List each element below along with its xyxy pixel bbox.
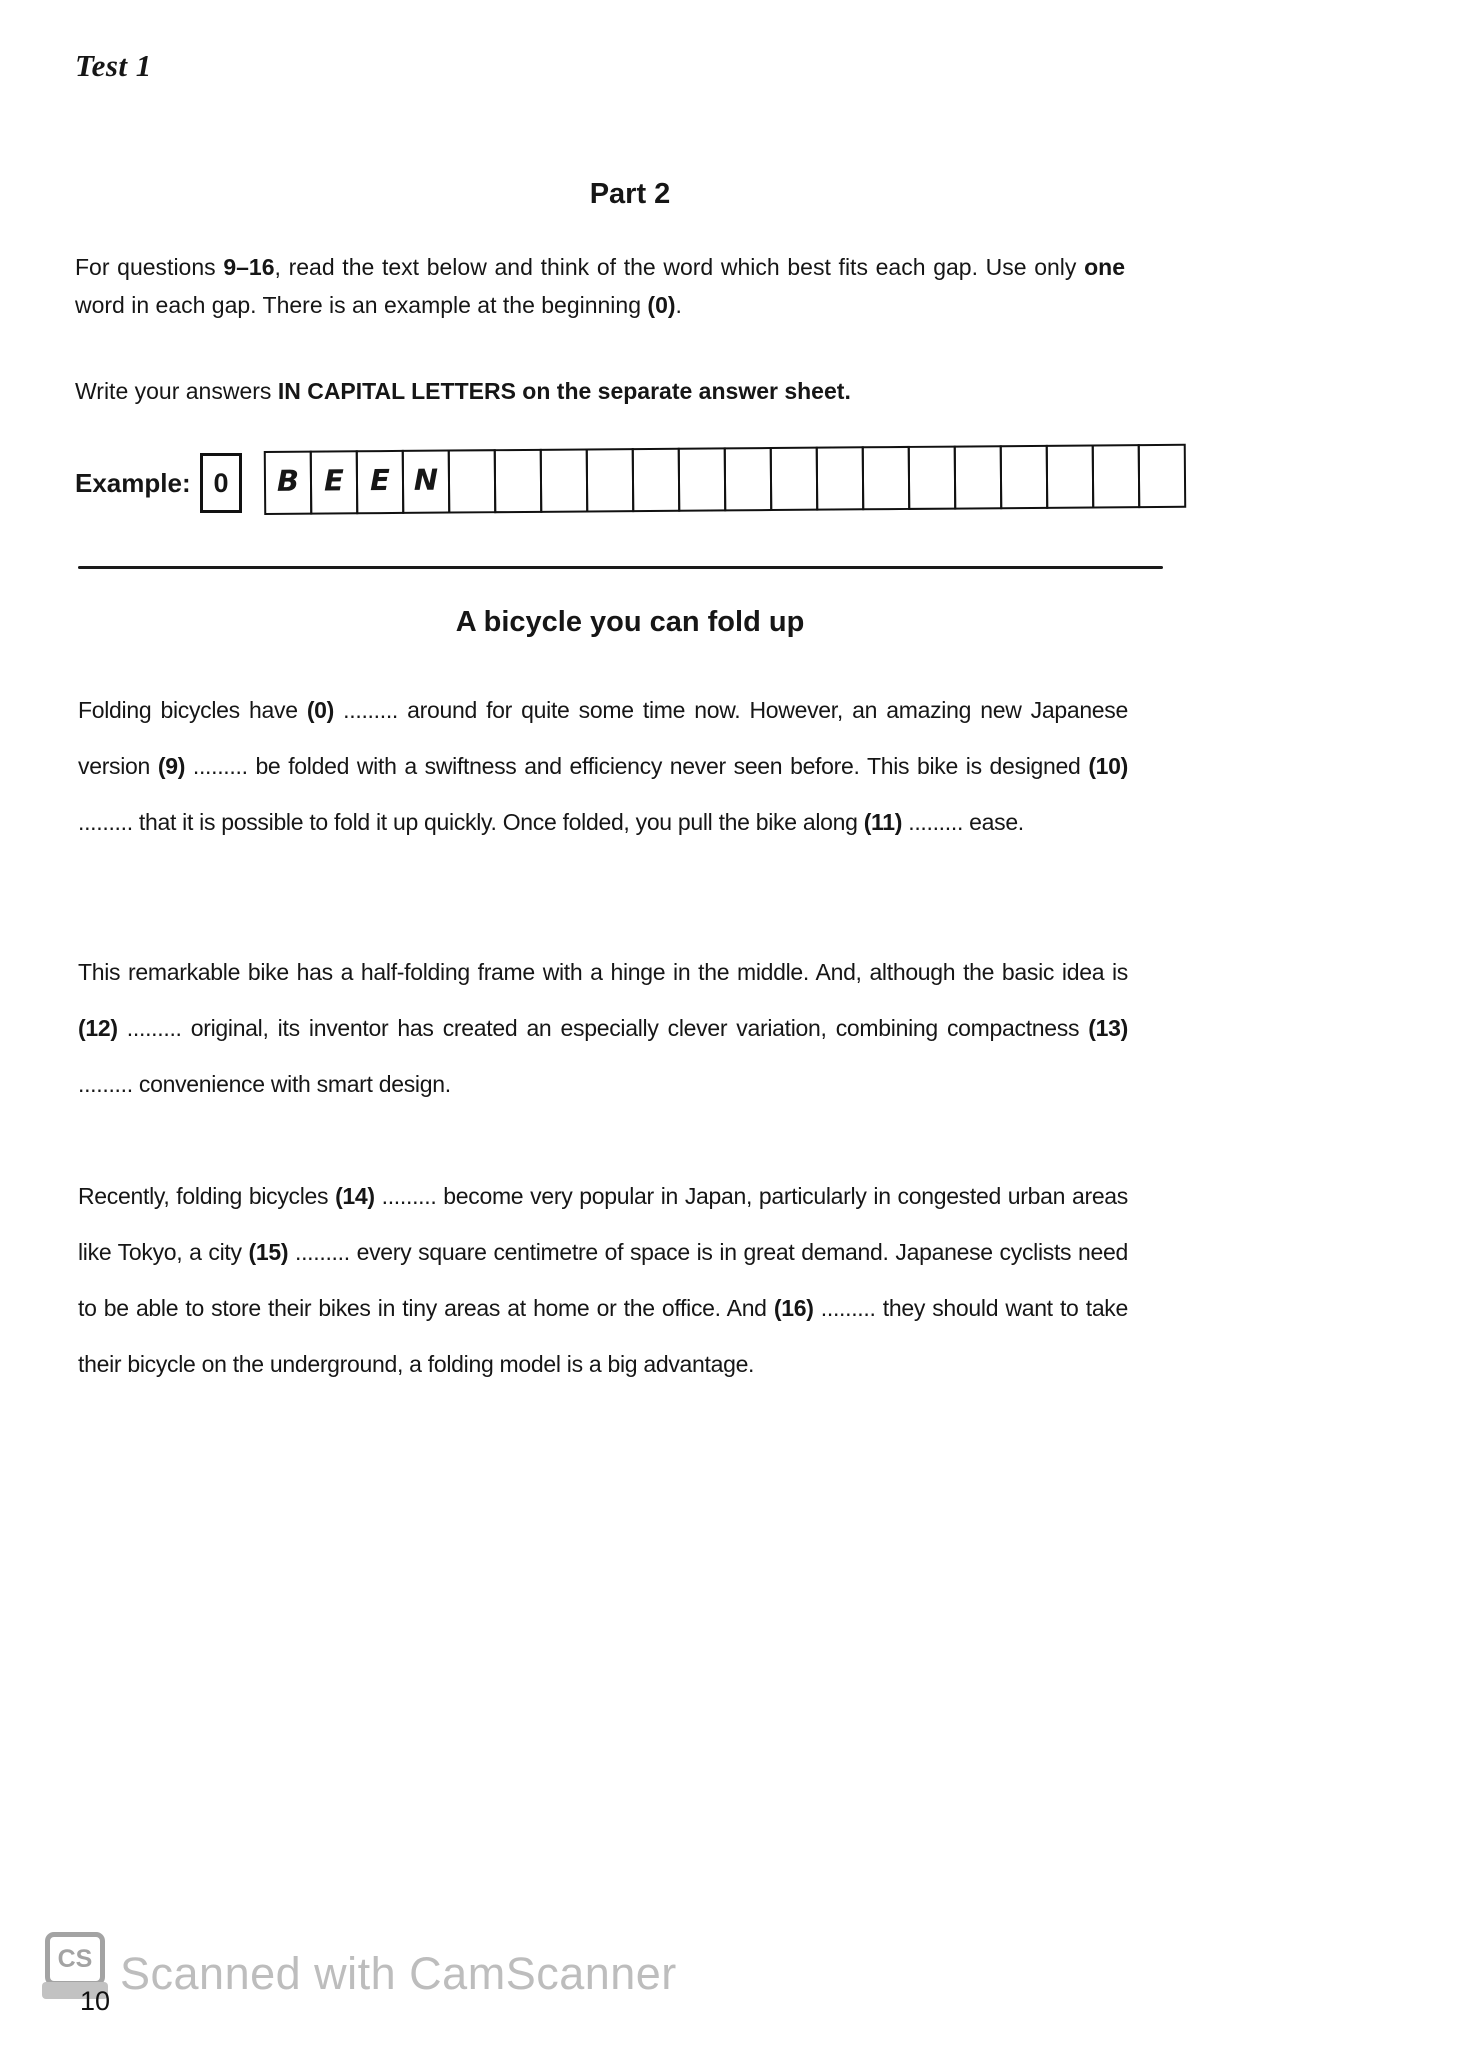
answer-cell: N bbox=[402, 450, 451, 514]
answer-cell bbox=[586, 448, 635, 512]
write-answers-instruction: Write your answers IN CAPITAL LETTERS on the separate answer sheet. bbox=[75, 378, 851, 404]
example-row bbox=[75, 452, 1186, 514]
answer-cell bbox=[724, 447, 773, 511]
answer-cell bbox=[1092, 444, 1141, 508]
page-number: 10 bbox=[80, 1986, 111, 2016]
passage-title: A bicycle you can fold up bbox=[455, 606, 805, 638]
answer-cell bbox=[448, 449, 497, 513]
answer-cell: E bbox=[310, 450, 359, 514]
section-divider bbox=[78, 566, 1163, 569]
example-label: Example: bbox=[75, 467, 191, 498]
camscanner-watermark: Scanned with CamScanner bbox=[120, 1948, 677, 1999]
answer-cell bbox=[1138, 444, 1187, 508]
answer-cell bbox=[954, 445, 1003, 509]
test-header: Test 1 bbox=[75, 48, 152, 83]
instructions-text: For questions 9–16, read the text below and think of the word which best fits each gap. Use only one word in each gap. There is an example at the beginning (0). bbox=[75, 254, 1125, 318]
answer-cell bbox=[678, 447, 727, 511]
answer-cell bbox=[540, 448, 589, 512]
answer-cell bbox=[908, 446, 957, 510]
answer-cell bbox=[1000, 445, 1049, 509]
passage-paragraph-3: Recently, folding bicycles (14) ......... become very popular in Japan, particularly in congested urban areas like Tokyo, a city (15) ......... every square centimetre of space is in great demand. Japanese cyclists need to be able to store their bikes in tiny areas at home or the office. And (16) ......... they should want to take their bicycle on the underground, a folding model is a big advantage. bbox=[78, 1183, 1129, 1377]
answer-cell bbox=[862, 446, 911, 510]
answer-cell bbox=[632, 448, 681, 512]
answer-cell bbox=[770, 447, 819, 511]
answer-cell: B bbox=[264, 451, 313, 515]
passage-paragraph-2: This remarkable bike has a half-folding frame with a hinge in the middle. And, although the basic idea is (12) ......... original, its inventor has created an especially clever variation, combining compactness (13) ......... convenience with smart design. bbox=[78, 959, 1128, 1097]
answer-grid bbox=[264, 444, 1186, 515]
answer-cell: E bbox=[356, 450, 405, 514]
camscanner-icon: CS bbox=[45, 1932, 105, 1986]
passage-paragraph-1: Folding bicycles have (0) ......... around for quite some time now. However, an amazing new Japanese version (9) ......... be folded with a swiftness and efficiency never seen before. This bike is designed (10) ......... that it is possible to fold it up quickly. Once folded, you pull the bike along (11) ......... ease. bbox=[78, 697, 1129, 835]
answer-cell bbox=[1046, 444, 1095, 508]
answer-cell bbox=[494, 449, 543, 513]
example-number-box: 0 bbox=[200, 453, 242, 513]
part-heading: Part 2 bbox=[589, 178, 671, 210]
answer-cell bbox=[816, 446, 865, 510]
